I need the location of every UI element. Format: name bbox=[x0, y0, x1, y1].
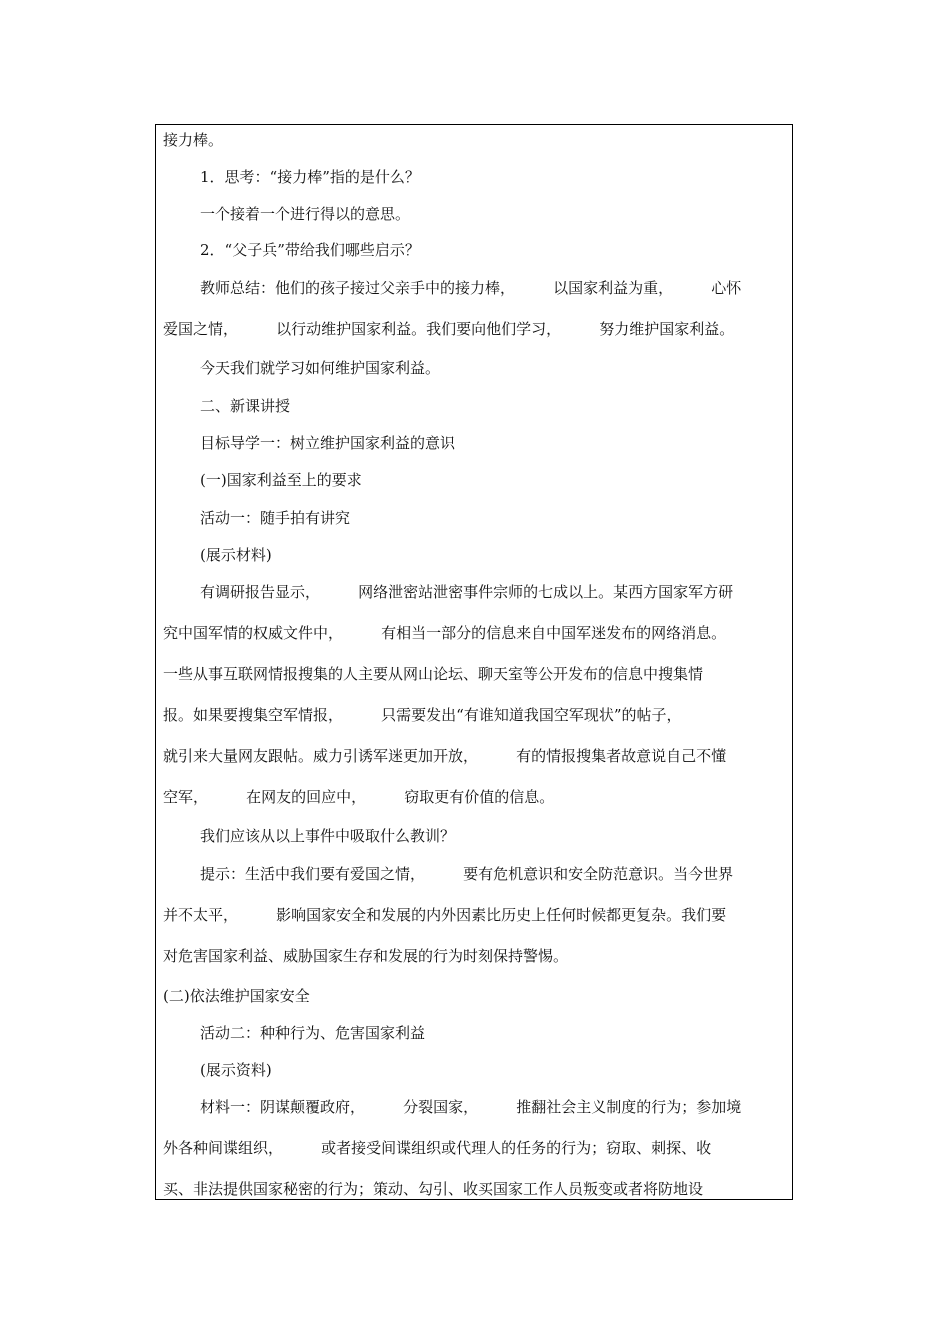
text-line-21: 对危害国家利益、威胁国家生存和发展的行为时刻保持警惕。 bbox=[163, 947, 569, 965]
text-line-18: 我们应该从以上事件中吸取什么教训？ bbox=[200, 827, 456, 845]
text-line-10: 活动一：随手拍有讲究 bbox=[200, 509, 351, 527]
text-line-16: 就引来大量网友跟帖。威力引诱军迷更加开放， 有的情报搜集者故意说自己不懂 bbox=[163, 747, 727, 765]
text-line-22: (二)依法维护国家安全 bbox=[163, 987, 310, 1005]
text-line-24: (展示资料) bbox=[200, 1061, 272, 1079]
text-line-11: (展示材料) bbox=[200, 546, 272, 564]
text-line-20: 并不太平， 影响国家安全和发展的内外因素比历史上任何时候都更复杂。我们要 bbox=[163, 906, 727, 924]
text-line-5: 爱国之情， 以行动维护国家利益。我们要向他们学习， 努力维护国家利益。 bbox=[163, 320, 735, 338]
text-line-23: 活动二：种种行为、危害国家利益 bbox=[200, 1024, 426, 1042]
text-line-7: 二、新课讲授 bbox=[200, 397, 291, 415]
text-line-27: 买、非法提供国家秘密的行为；策动、勾引、收买国家工作人员叛变或者将防地设 bbox=[163, 1180, 704, 1198]
text-line-14: 一些从事互联网情报搜集的人主要从网山论坛、聊天室等公开发布的信息中搜集情 bbox=[163, 665, 704, 683]
text-line-9: (一)国家利益至上的要求 bbox=[200, 471, 362, 489]
text-line-12: 有调研报告显示， 网络泄密站泄密事件宗师的七成以上。某西方国家军方研 bbox=[200, 583, 734, 601]
text-line-0: 接力棒。 bbox=[163, 131, 224, 149]
text-line-1: 1．思考：“接力棒”指的是什么？ bbox=[200, 168, 420, 186]
text-line-6: 今天我们就学习如何维护国家利益。 bbox=[200, 359, 441, 377]
text-line-17: 空军， 在网友的回应中， 窃取更有价值的信息。 bbox=[163, 788, 555, 806]
text-line-26: 外各种间谍组织， 或者接受间谍组织或代理人的任务的行为；窃取、刺探、收 bbox=[163, 1139, 712, 1157]
text-line-3: 2．“父子兵”带给我们哪些启示？ bbox=[200, 241, 420, 259]
text-line-4: 教师总结：他们的孩子接过父亲手中的接力棒， 以国家利益为重， 心怀 bbox=[200, 279, 742, 297]
text-line-19: 提示：生活中我们要有爱国之情， 要有危机意识和安全防范意识。当今世界 bbox=[200, 865, 734, 883]
text-line-2: 一个接着一个进行得以的意思。 bbox=[200, 205, 411, 223]
text-line-8: 目标导学一：树立维护国家利益的意识 bbox=[200, 434, 456, 452]
text-line-25: 材料一：阴谋颠覆政府， 分裂国家， 推翻社会主义制度的行为；参加境 bbox=[200, 1098, 742, 1116]
text-line-13: 究中国军情的权威文件中， 有相当一部分的信息来自中国军迷发布的网络消息。 bbox=[163, 624, 727, 642]
text-line-15: 报。如果要搜集空军情报， 只需要发出“有谁知道我国空军现状”的帖子， bbox=[163, 706, 682, 724]
